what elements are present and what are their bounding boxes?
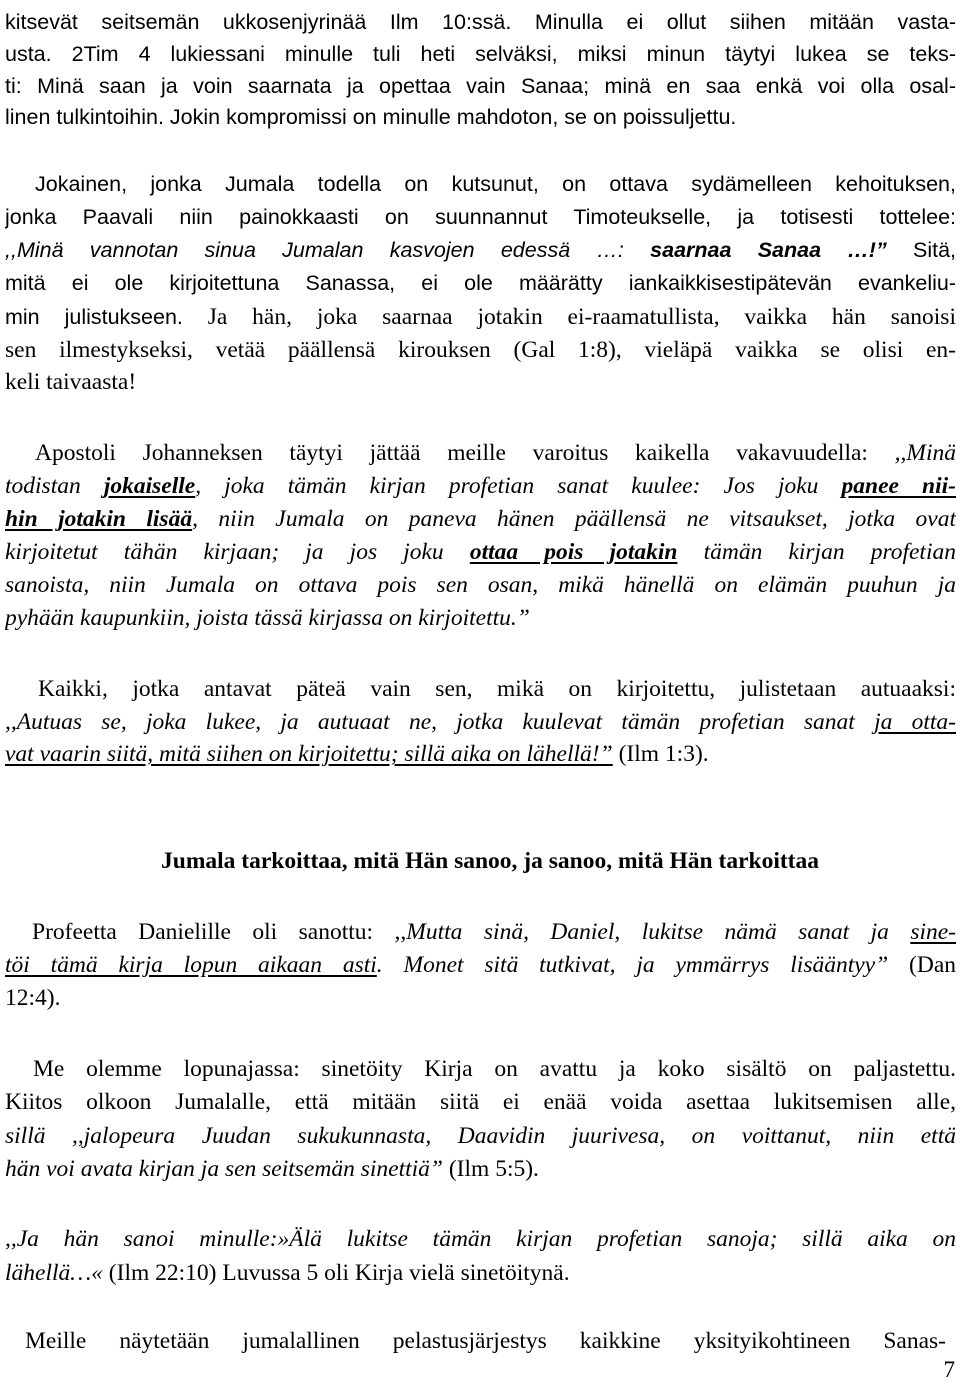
text-run: sanoista, niin Jumala on ottava pois sen osan, mikä hänellä on elämän puuhun ja [5, 572, 956, 598]
body-line [5, 536, 956, 568]
text-run: ottaa pois jotakin [469, 539, 678, 565]
text-run: Jumala tarkoittaa, mitä Hän sanoo, ja sanoo, mitä Hän tarkoittaa [161, 848, 819, 874]
text-run: Kaikki, jotka antavat päteä vain sen, mikä on kirjoitettu, julistetaan autuaaksi: [38, 676, 956, 702]
body-line [5, 234, 956, 266]
text-run: keli taivaasta! [5, 369, 137, 395]
body-line [5, 738, 956, 770]
body-line [5, 503, 956, 535]
body-line [5, 982, 956, 1014]
body-line [35, 168, 956, 200]
body-line [25, 1325, 946, 1357]
text-run: Me olemme lopunajassa: sinetöity Kirja on avattu ja koko sisältö on paljastettu. [33, 1056, 956, 1082]
text-run: saarnaa Sanaa …!” [650, 238, 887, 262]
text-run: usta. 2Tim 4 lukiessani minulle tuli heti selväksi, miksi minun täytyi lukea se teks- [5, 42, 956, 66]
body-line [5, 366, 956, 398]
body-line [32, 916, 956, 948]
body-line [5, 201, 956, 233]
body-line [5, 70, 956, 102]
text-run: (Ilm 5:5). [442, 1156, 539, 1182]
text-run: lähellä…« [5, 1260, 103, 1286]
text-run: todistan [5, 473, 104, 499]
text-run: ,,Mutta sinä, Daniel, lukitse nämä sanat ja [394, 919, 911, 945]
body-line [5, 1153, 956, 1185]
body-line [5, 1223, 956, 1255]
text-run: Meille näytetään jumalallinen pelastusjärjestys kaikkine yksityikohtineen Sanas- [25, 1328, 946, 1354]
body-line [5, 301, 956, 333]
text-run: töi tämä kirja lopun aikaan asti [5, 952, 377, 978]
body-line [38, 673, 956, 705]
text-run: Ja hän, joka saarnaa jotakin ei-raamatullista, vaikka hän sanoisi [182, 304, 956, 330]
body-line [5, 569, 956, 601]
text-run: (Ilm 1:3). [612, 741, 709, 767]
body-line [5, 267, 956, 299]
text-run: sen ilmestykseksi, vetää päällensä kirouksen (Gal 1:8), vieläpä vaikka se olisi en- [5, 337, 956, 363]
text-run: sillä ,,jalopeura Juudan sukukunnasta, Daavidin juurivesa, on voittanut, niin että [5, 1123, 956, 1149]
text-run: . Monet sitä tutkivat, ja ymmärrys lisääntyy” [376, 952, 889, 978]
text-run: jonka Paavali niin painokkaasti on suunnannut Timoteukselle, ja totisesti tottelee: [5, 205, 956, 229]
text-run: Kiitos olkoon Jumalalle, että mitään siitä ei enää voida asettaa lukitsemisen alle, [5, 1089, 956, 1115]
text-run: ,,Autuas se, joka lukee, ja autuaat ne, jotka kuulevat tämän profetian sanat [5, 709, 875, 735]
body-line [5, 38, 956, 70]
text-run: Jokainen, jonka Jumala todella on kutsunut, on ottava sydämelleen kehoituksen, [35, 172, 956, 196]
text-run: (Ilm 22:10) Luvussa 5 oli Kirja vielä sinetöitynä. [102, 1260, 570, 1286]
text-run: , niin Jumala on paneva hänen päällensä ne vitsaukset, jotka ovat [192, 506, 956, 532]
text-run: panee nii- [841, 473, 956, 499]
text-run: ,,Minä vannotan sinua Jumalan kasvojen edessä …: [5, 238, 651, 262]
text-run: ti: Minä saan ja voin saarnata ja opettaa vain Sanaa; minä en saa enkä voi olla osal- [5, 74, 956, 98]
body-line [5, 602, 956, 634]
text-run: Apostoli Johanneksen täytyi jättää meille varoitus kaikella vakavuudella: [35, 440, 895, 466]
body-line [5, 470, 956, 502]
body-line [5, 101, 956, 133]
text-run: ,,Ja hän sanoi minulle:»Älä lukitse tämän kirjan profetian sanoja; sillä aika on [5, 1226, 956, 1252]
text-run: pyhään kaupunkiin, joista tässä kirjassa on kirjoitettu.” [5, 605, 530, 631]
body-line [5, 949, 956, 981]
body-line [5, 1086, 956, 1118]
body-line [5, 1257, 956, 1289]
text-run: min julistukseen. [5, 305, 183, 329]
text-run: 12:4). [5, 985, 61, 1011]
text-run: jokaiselle [103, 473, 196, 499]
text-run: kitsevät seitsemän ukkosenjyrinää Ilm 10:ssä. Minulla ei ollut siihen mitään vasta- [5, 10, 956, 34]
text-run: kirjoitetut tähän kirjaan; ja jos joku [5, 539, 470, 565]
text-run: Profeetta Danielille oli sanottu: [32, 919, 395, 945]
text-run: hin jotakin lisää [5, 506, 193, 532]
body-line [5, 706, 956, 738]
text-run: , joka tämän kirjan profetian sanat kuulee: Jos joku [195, 473, 842, 499]
text-run: ,,Minä [894, 440, 956, 466]
text-run: ja otta- [874, 709, 956, 735]
text-run: Sitä, [886, 238, 956, 262]
body-line [5, 6, 956, 38]
section-heading [0, 845, 960, 877]
page-number: 7 [943, 1357, 955, 1382]
body-line [5, 334, 956, 366]
text-run: (Dan [888, 952, 956, 978]
text-run: hän voi avata kirjan ja sen seitsemän sinettiä” [5, 1156, 443, 1182]
text-run: sine- [910, 919, 956, 945]
text-run: mitä ei ole kirjoitettuna Sanassa, ei ole määrätty iankaikkisestipätevän evankeliu- [5, 271, 956, 295]
text-run: vat vaarin siitä, mitä siihen on kirjoitettu; sillä aika on lähellä!” [5, 741, 613, 767]
text-run: linen tulkintoihin. Jokin kompromissi on minulle mahdoton, se on poissuljettu. [5, 105, 737, 129]
text-run: tämän kirjan profetian [677, 539, 956, 565]
body-line [33, 1053, 956, 1085]
body-line [35, 437, 956, 469]
body-line [5, 1120, 956, 1152]
